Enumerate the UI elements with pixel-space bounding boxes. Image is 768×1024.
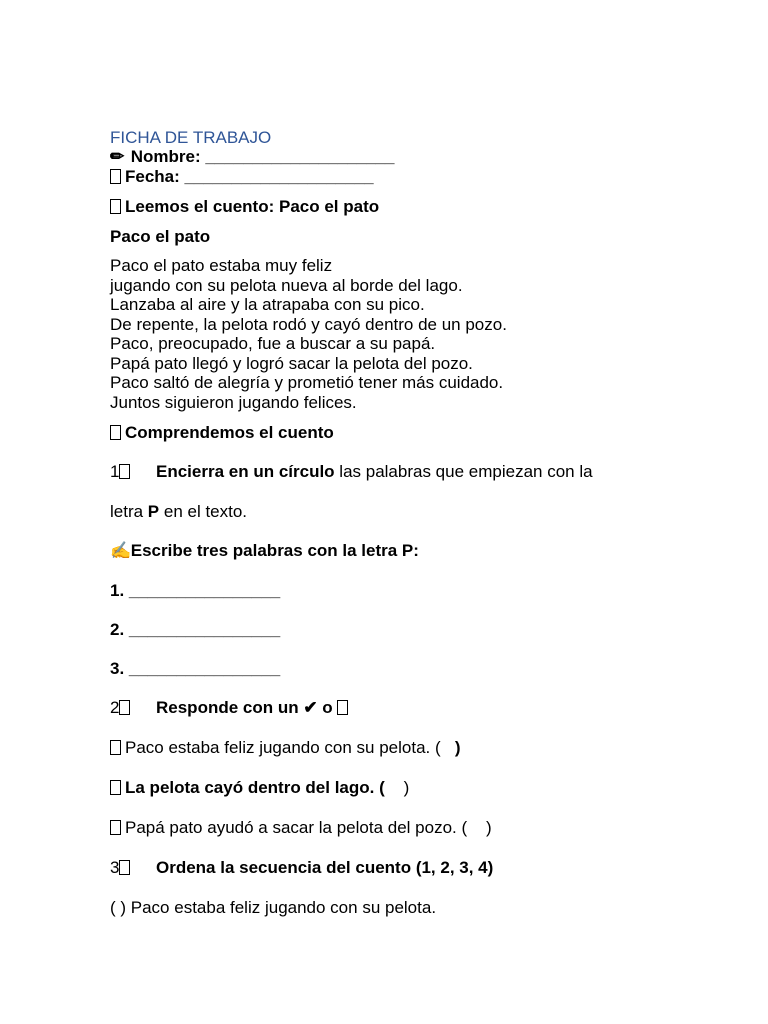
bullet-icon [110,780,121,795]
question-1-line [110,462,593,482]
story-line: De repente, la pelota rodó y cayó dentro de un pozo. [110,315,507,334]
story-line: Papá pato llegó y logró sacar la pelota del pozo. [110,354,473,373]
story-line: Lanzaba al aire y la atrapaba con su pico. [110,295,425,314]
calendar-icon [110,169,121,184]
story-line: Paco saltó de alegría y prometió tener más cuidado. [110,373,504,392]
magnifier-icon [110,425,121,440]
sequence-item-1: ( ) Paco estaba feliz jugando con su pelota. [110,898,437,917]
book-icon [110,199,121,214]
answer-blank-1[interactable]: 1. ________________ [110,581,281,600]
question-1-rest: las palabras que empiezan con la [334,462,593,481]
name-label: Nombre: ____________________ [130,147,395,166]
story-line: jugando con su pelota nueva al borde del lago. [110,276,463,295]
true-false-item-3: Papá pato ayudó a sacar la pelota del pozo. ( ) [110,818,492,838]
answer-blank-3[interactable]: 3. ________________ [110,659,281,678]
bullet-icon [110,740,121,755]
answer-blank-2[interactable]: 2. ________________ [110,620,281,639]
pencil-icon: ✏ [110,147,125,166]
true-false-item-1: Paco estaba feliz jugando con su pelota. ( ) [110,738,461,758]
question-2-line [110,698,352,718]
question-1-continuation: letra P en el texto. [110,502,248,521]
story-line: Paco el pato estaba muy feliz [110,256,333,275]
comprehension-heading-line [110,423,334,443]
cross-mark-icon [337,700,348,715]
keycap-icon [119,700,130,715]
writing-hand-icon: ✍ [110,541,132,560]
question-2-bold: Responde con un ✔ o [156,698,333,717]
story-line: Juntos siguieron jugando felices. [110,393,357,412]
question-3-line [110,858,493,878]
question-3-number: 3 [110,858,156,878]
story-line: Paco, preocupado, fue a buscar a su papá. [110,334,436,353]
worksheet-title: FICHA DE TRABAJO [110,128,272,147]
question-2-number: 2 [110,698,156,718]
keycap-icon [119,860,130,875]
question-3-bold: Ordena la secuencia del cuento (1, 2, 3, 4) [156,858,494,877]
keycap-icon [119,464,130,479]
question-1-number: 1 [110,462,156,482]
reading-heading-line [110,197,379,217]
date-label: Fecha: ____________________ [125,167,374,186]
story-title: Paco el pato [110,227,211,246]
bullet-icon [110,820,121,835]
name-line [110,147,394,167]
write-heading-line [110,541,419,561]
true-false-item-2: La pelota cayó dentro del lago. ( ) [110,778,409,798]
write-heading: Escribe tres palabras con la letra P: [130,541,419,560]
reading-heading: Leemos el cuento: Paco el pato [125,197,380,216]
comprehension-heading: Comprendemos el cuento [125,423,334,442]
question-1-bold: Encierra en un círculo [156,462,335,481]
date-line [110,167,374,187]
